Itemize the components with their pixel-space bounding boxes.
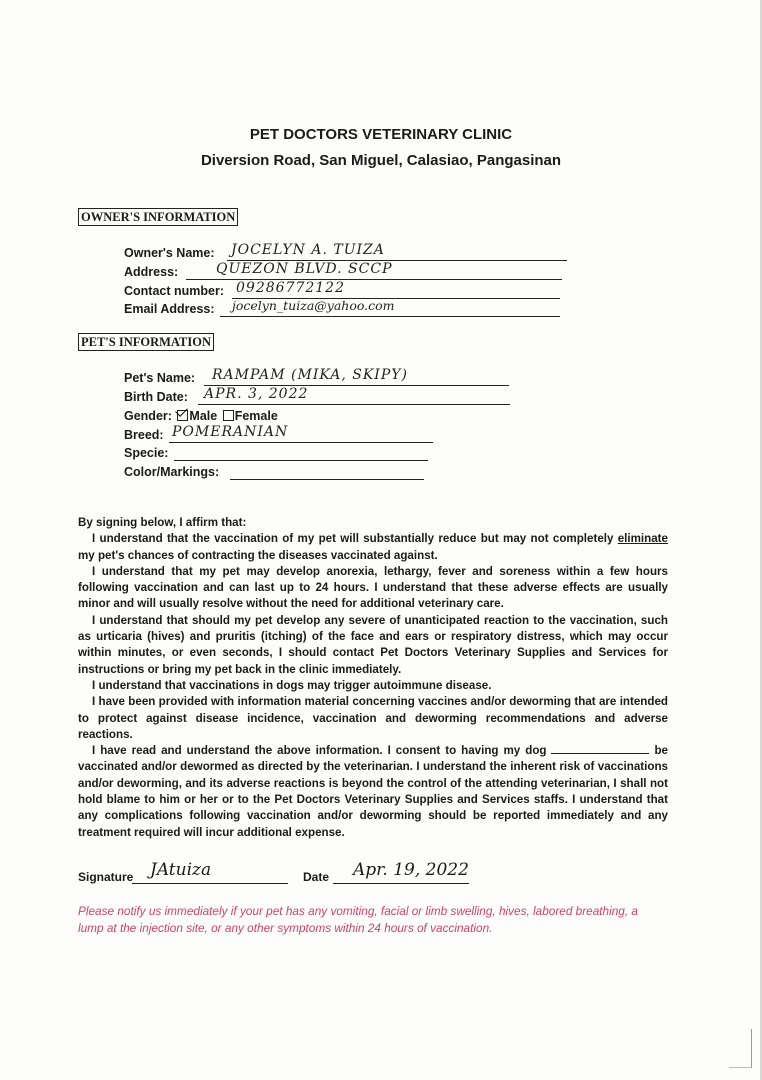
pet-section-title: PET'S INFORMATION	[78, 333, 214, 351]
female-label: Female	[234, 409, 278, 423]
color-markings-label: Color/Markings:	[124, 465, 220, 479]
male-checkbox[interactable]	[177, 410, 188, 421]
address-value: QUEZON BLVD. SCCP	[216, 261, 393, 277]
specie-label: Specie:	[124, 446, 169, 460]
email-label: Email Address:	[124, 302, 215, 316]
male-label: Male	[189, 409, 218, 423]
consent-intro: By signing below, I affirm that:	[78, 516, 247, 529]
owner-name-value: JOCELYN A. TUIZA	[231, 242, 385, 258]
consent-paragraph-2: I understand that my pet may develop anorexia, lethargy, fever and soreness within a few hours following vaccination and can last up to 24 hours. I understand that these adverse effects are usually minor and will usually resolve without the need for additional veterinary care.	[78, 564, 668, 611]
signature-value: JAtuiza	[150, 860, 212, 880]
gender-label: Gender:	[124, 409, 172, 423]
email-value: jocelyn_tuiza@yahoo.com	[232, 298, 395, 313]
vaccination-notice: Please notify us immediately if your pet has any vomiting, facial or limb swelling, hives, labored breathing, a lump at the injection site, or any other symptoms within 24 hours of vaccination.	[78, 904, 638, 935]
breed-line	[169, 442, 433, 443]
owner-section-title: OWNER'S INFORMATION	[78, 208, 238, 226]
birth-date-line	[198, 404, 510, 405]
breed-value: POMERANIAN	[172, 424, 289, 440]
eliminate-underline: eliminate	[617, 532, 668, 546]
birth-date-value: APR. 3, 2022	[204, 386, 309, 402]
date-value: Apr. 19, 2022	[353, 860, 469, 880]
consent-text	[78, 515, 668, 841]
breed-label: Breed:	[124, 428, 164, 442]
female-checkbox[interactable]	[223, 410, 234, 421]
dog-name-blank[interactable]	[551, 753, 649, 754]
date-field[interactable]	[303, 860, 469, 888]
pet-name-value: RAMPAM (MIKA, SKIPY)	[212, 367, 408, 383]
address-label: Address:	[124, 265, 179, 279]
clinic-name: PET DOCTORS VETERINARY CLINIC	[249, 126, 513, 143]
signature-field[interactable]	[78, 860, 288, 888]
email-line	[220, 316, 560, 317]
contact-number-label: Contact number:	[124, 284, 224, 298]
scan-corner-mark	[729, 1029, 752, 1068]
pet-name-label: Pet's Name:	[124, 371, 196, 385]
signature-line	[132, 883, 288, 884]
owner-name-label: Owner's Name:	[124, 246, 215, 260]
color-markings-line	[230, 479, 424, 480]
consent-paragraph-4: I understand that vaccinations in dogs may trigger autoimmune disease.	[92, 678, 492, 692]
consent-paragraph-5: I have been provided with information material concerning vaccines and/or deworming that are intended to protect against disease incidence, vaccination and deworming recommendations and adverse reactions.	[78, 695, 668, 741]
consent-paragraph-1: I understand that the vaccination of my pet will substantially reduce but may not completely eliminate my pet's chances of contracting the diseases vaccinated against.	[78, 532, 668, 562]
contact-number-value: 09286772122	[236, 280, 345, 296]
date-label: Date	[303, 870, 330, 884]
specie-line	[174, 460, 428, 461]
signature-label: Signature	[78, 870, 134, 884]
birth-date-label: Birth Date:	[124, 390, 188, 404]
consent-paragraph-6: I have read and understand the above information. I consent to having my dog be vaccinated and/or dewormed as directed by the veterinarian. I understand the inherent risk of vaccinations and/or deworming, and its adverse reactions is beyond the control of the attending veterinarian, I shall not hold blame to him or her or to the Pet Doctors Veterinary Supplies and Services staffs. I understand that any complications following vaccination and/or deworming should be reported immediately and any treatment required will incur additional expense.	[78, 744, 668, 839]
clinic-address: Diversion Road, San Miguel, Calasiao, Pangasinan	[200, 152, 562, 169]
consent-paragraph-3: I understand that should my pet develop any severe of unanticipated reaction to the vaccination, such as urticaria (hives) and pruritis (itching) of the face and ears or respiratory distress, which may occur within minutes, or even seconds, I should contact Pet Doctors Veterinary Supplies and Services for instructions or bring my pet back in the clinic immediately.	[78, 613, 668, 676]
date-line	[333, 883, 469, 884]
gender-field	[124, 409, 278, 423]
